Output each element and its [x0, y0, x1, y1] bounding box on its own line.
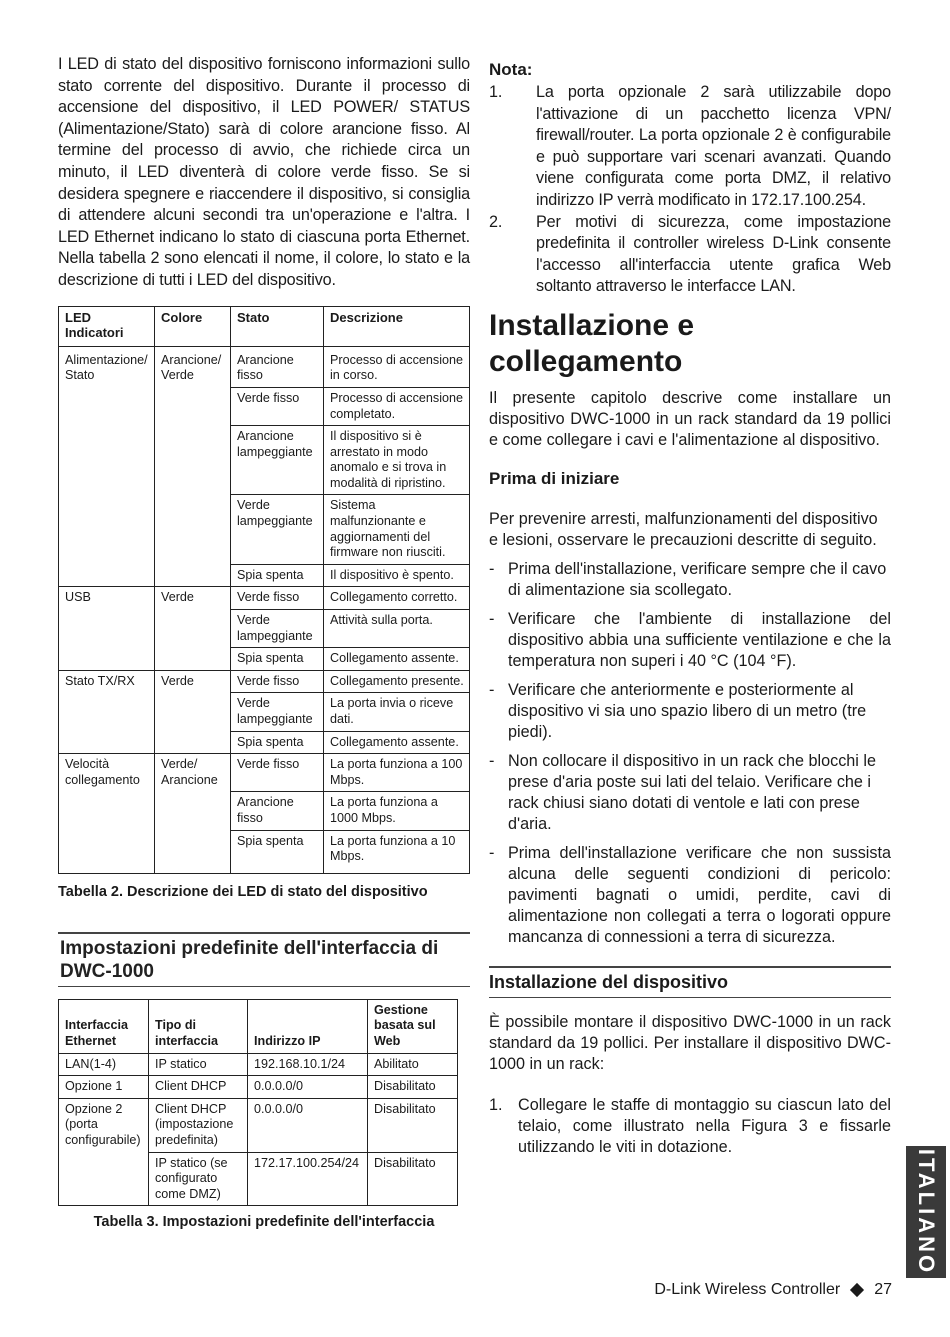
device-install-text: È possibile montare il dispositivo DWC-1000 in un rack standard da 19 pollici. Per installare il dispositivo DWC-1000 in un rack: [489, 1012, 891, 1073]
table-header-row [59, 999, 458, 1053]
page-footer [654, 1281, 892, 1299]
led-description-cell: La porta funziona a 100 Mbps. [324, 754, 470, 792]
led-name-cell: Stato TX/RX [59, 670, 155, 753]
step-item: 1. Collegare le staffe di montaggio su ciascun lato del telaio, come illustrato nella Figura 3 e fissarle utilizzando le viti in dotazione. [489, 1095, 891, 1156]
led-state-cell: Verde lampeggiante [231, 610, 324, 648]
led-description-cell: Sistema malfunzionante e aggiornamenti del firmware non riusciti. [324, 495, 470, 564]
led-state-cell: Spia spenta [231, 564, 324, 587]
led-state-cell: Verde lampeggiante [231, 693, 324, 731]
intro-paragraph: I LED di stato del dispositivo forniscono informazioni sullo stato corrente del dispositivo. Durante il processo di accensione del dispositivo, il LED POWER/ STATUS (Alimentazione/Stato) sarà di colore arancione fisso. Al termine del processo di avvio, che richiede circa un minuto, il LED diventerà di colore verde fisso. Se si desidera spegnere e riaccendere il dispositivo, si consiglia di attendere alcuni secondi tra un'operazione e l'altra. I LED Ethernet indicano lo stato di ciascuna porta Ethernet. Nella tabella 2 sono elencati il nome, il colore, lo stato e la descrizione di tutti i LED del dispositivo. [58, 55, 470, 289]
led-description-cell: Il dispositivo è spento. [324, 564, 470, 587]
led-state-cell: Spia spenta [231, 830, 324, 873]
led-state-cell: Spia spenta [231, 648, 324, 671]
nota-item: 2. Per motivi di sicurezza, come impostazione predefinita il controller wireless D-Link consente l'accesso all'interfaccia utente grafica Web soltanto attraverso le interfacce LAN. [489, 212, 891, 296]
column-header: Interfaccia Ethernet [59, 999, 149, 1053]
table-cell: Disabilitato [368, 1098, 458, 1152]
table-row [59, 1098, 458, 1152]
led-description-cell: Collegamento presente. [324, 670, 470, 693]
table-cell: IP statico (se configurato come DMZ) [149, 1152, 248, 1206]
led-color-cell: Verde [155, 587, 231, 670]
list-item: - Prima dell'installazione, verificare sempre che il cavo di alimentazione sia scollegato. [489, 559, 887, 599]
nota-list [489, 82, 891, 298]
list-item: - Verificare che l'ambiente di installazione del dispositivo abbia una sufficiente ventilazione e che la temperatura non superi i 40 °C (104 °F). [489, 609, 891, 670]
led-description-cell: Collegamento corretto. [324, 587, 470, 610]
table-cell: Client DHCP [149, 1076, 248, 1099]
table-cell: IP statico [149, 1053, 248, 1076]
table-cell: Disabilitato [368, 1152, 458, 1206]
led-description-cell: Il dispositivo si è arrestato in modo anomalo e si trova in modalità di ripristino. [324, 426, 470, 495]
led-state-cell: Verde fisso [231, 387, 324, 425]
list-item: - Prima dell'installazione verificare che non sussista alcuna delle seguenti condizioni di pericolo: pavimenti bagnati o umidi, perdite, cavi di alimentazione non collegati a terra o logorati oppure mancanza di connessioni a terra di sicurezza. [489, 843, 891, 946]
diamond-icon [850, 1283, 864, 1297]
steps-list [489, 1095, 891, 1158]
table-row [59, 754, 470, 792]
column-header: Indirizzo IP [248, 999, 368, 1053]
led-state-cell: Verde fisso [231, 670, 324, 693]
table-cell: 0.0.0.0/0 [248, 1098, 368, 1152]
table-row [59, 670, 470, 693]
table-cell: LAN(1-4) [59, 1053, 149, 1076]
led-description-cell: Processo di accensione in corso. [324, 346, 470, 387]
table-cell: Client DHCP (impostazione predefinita) [149, 1098, 248, 1152]
led-state-cell: Arancione lampeggiante [231, 426, 324, 495]
nota-title: Nota: [489, 60, 533, 79]
led-description-cell: La porta invia o riceve dati. [324, 693, 470, 731]
footer-product: D-Link Wireless Controller [654, 1281, 841, 1298]
table-row [59, 1053, 458, 1076]
led-state-cell: Verde fisso [231, 754, 324, 792]
language-tab: ITALIANO [906, 1146, 946, 1278]
list-item: - Non collocare il dispositivo in un rack che blocchi le prese d'aria poste sui lati del telaio. Verificare che i rack chiusi siano dotati di ventole e lati con prese d'aria. [489, 751, 876, 833]
column-header: Colore [155, 306, 231, 346]
led-state-cell: Verde fisso [231, 587, 324, 610]
install-intro: Il presente capitolo descrive come installare un dispositivo DWC-1000 in un rack standard da 19 pollici e come collegare i cavi e l'alimentazione al dispositivo. [489, 388, 891, 449]
led-description-cell: Attività sulla porta. [324, 610, 470, 648]
defaults-table-caption: Tabella 3. Impostazioni predefinite dell'interfaccia [93, 1214, 435, 1231]
table-row [59, 346, 470, 387]
led-state-cell: Verde lampeggiante [231, 495, 324, 564]
column-header: Stato [231, 306, 324, 346]
led-table-caption: Tabella 2. Descrizione dei LED di stato del dispositivo [58, 883, 428, 900]
table-header-row [59, 306, 470, 346]
column-header: Tipo di interfaccia [149, 999, 248, 1053]
led-name-cell: Alimentazione/ Stato [59, 346, 155, 587]
table-cell: Opzione 1 [59, 1076, 149, 1099]
table-cell: Abilitato [368, 1053, 458, 1076]
column-header: Descrizione [324, 306, 470, 346]
table-row [59, 1076, 458, 1099]
page-number: 27 [874, 1281, 892, 1298]
device-install-heading: Installazione del dispositivo [489, 966, 891, 998]
led-table [58, 306, 470, 874]
led-name-cell: USB [59, 587, 155, 670]
table-cell: 192.168.10.1/24 [248, 1053, 368, 1076]
precautions-list [489, 559, 891, 948]
led-description-cell: La porta funziona a 1000 Mbps. [324, 792, 470, 830]
column-header: LED Indicatori [59, 306, 155, 346]
led-description-cell: Processo di accensione completato. [324, 387, 470, 425]
led-state-cell: Arancione fisso [231, 346, 324, 387]
led-name-cell: Velocità collegamento [59, 754, 155, 874]
defaults-section-title: Impostazioni predefinite dell'interfaccia di DWC-1000 [58, 932, 470, 987]
led-description-cell: Collegamento assente. [324, 731, 470, 754]
list-item: - Verificare che anteriormente e posteriormente al dispositivo vi sia uno spazio libero di un metro (tre piedi). [489, 680, 867, 741]
table-cell: 172.17.100.254/24 [248, 1152, 368, 1206]
install-heading: Installazione e collegamento [489, 308, 695, 378]
led-state-cell: Spia spenta [231, 731, 324, 754]
left-column [58, 54, 470, 1230]
table-cell: Opzione 2 (porta configurabile) [59, 1098, 149, 1206]
before-heading: Prima di iniziare [489, 468, 620, 488]
nota-item: 1. La porta opzionale 2 sarà utilizzabile dopo l'attivazione di un pacchetto licenza VPN/ firewall/router. La porta opzionale 2 è configurabile e può supportare vari scenari avanzati. Quando viene configurata come porta DMZ, il relativo indirizzo IP verrà modificato in 172.17.100.254. [489, 83, 891, 209]
led-state-cell: Arancione fisso [231, 792, 324, 830]
led-color-cell: Arancione/ Verde [155, 346, 231, 587]
led-color-cell: Verde/ Arancione [155, 754, 231, 874]
led-description-cell: Collegamento assente. [324, 648, 470, 671]
led-description-cell: La porta funziona a 10 Mbps. [324, 830, 470, 873]
table-cell: 0.0.0.0/0 [248, 1076, 368, 1099]
table-cell: Disabilitato [368, 1076, 458, 1099]
column-header: Gestione basata sul Web [368, 999, 458, 1053]
table-row [59, 587, 470, 610]
right-column [489, 60, 891, 1158]
led-color-cell: Verde [155, 670, 231, 753]
defaults-table [58, 999, 458, 1207]
before-text: Per prevenire arresti, malfunzionamenti del dispositivo e lesioni, osservare le precauzioni descritte di seguito. [489, 509, 878, 549]
